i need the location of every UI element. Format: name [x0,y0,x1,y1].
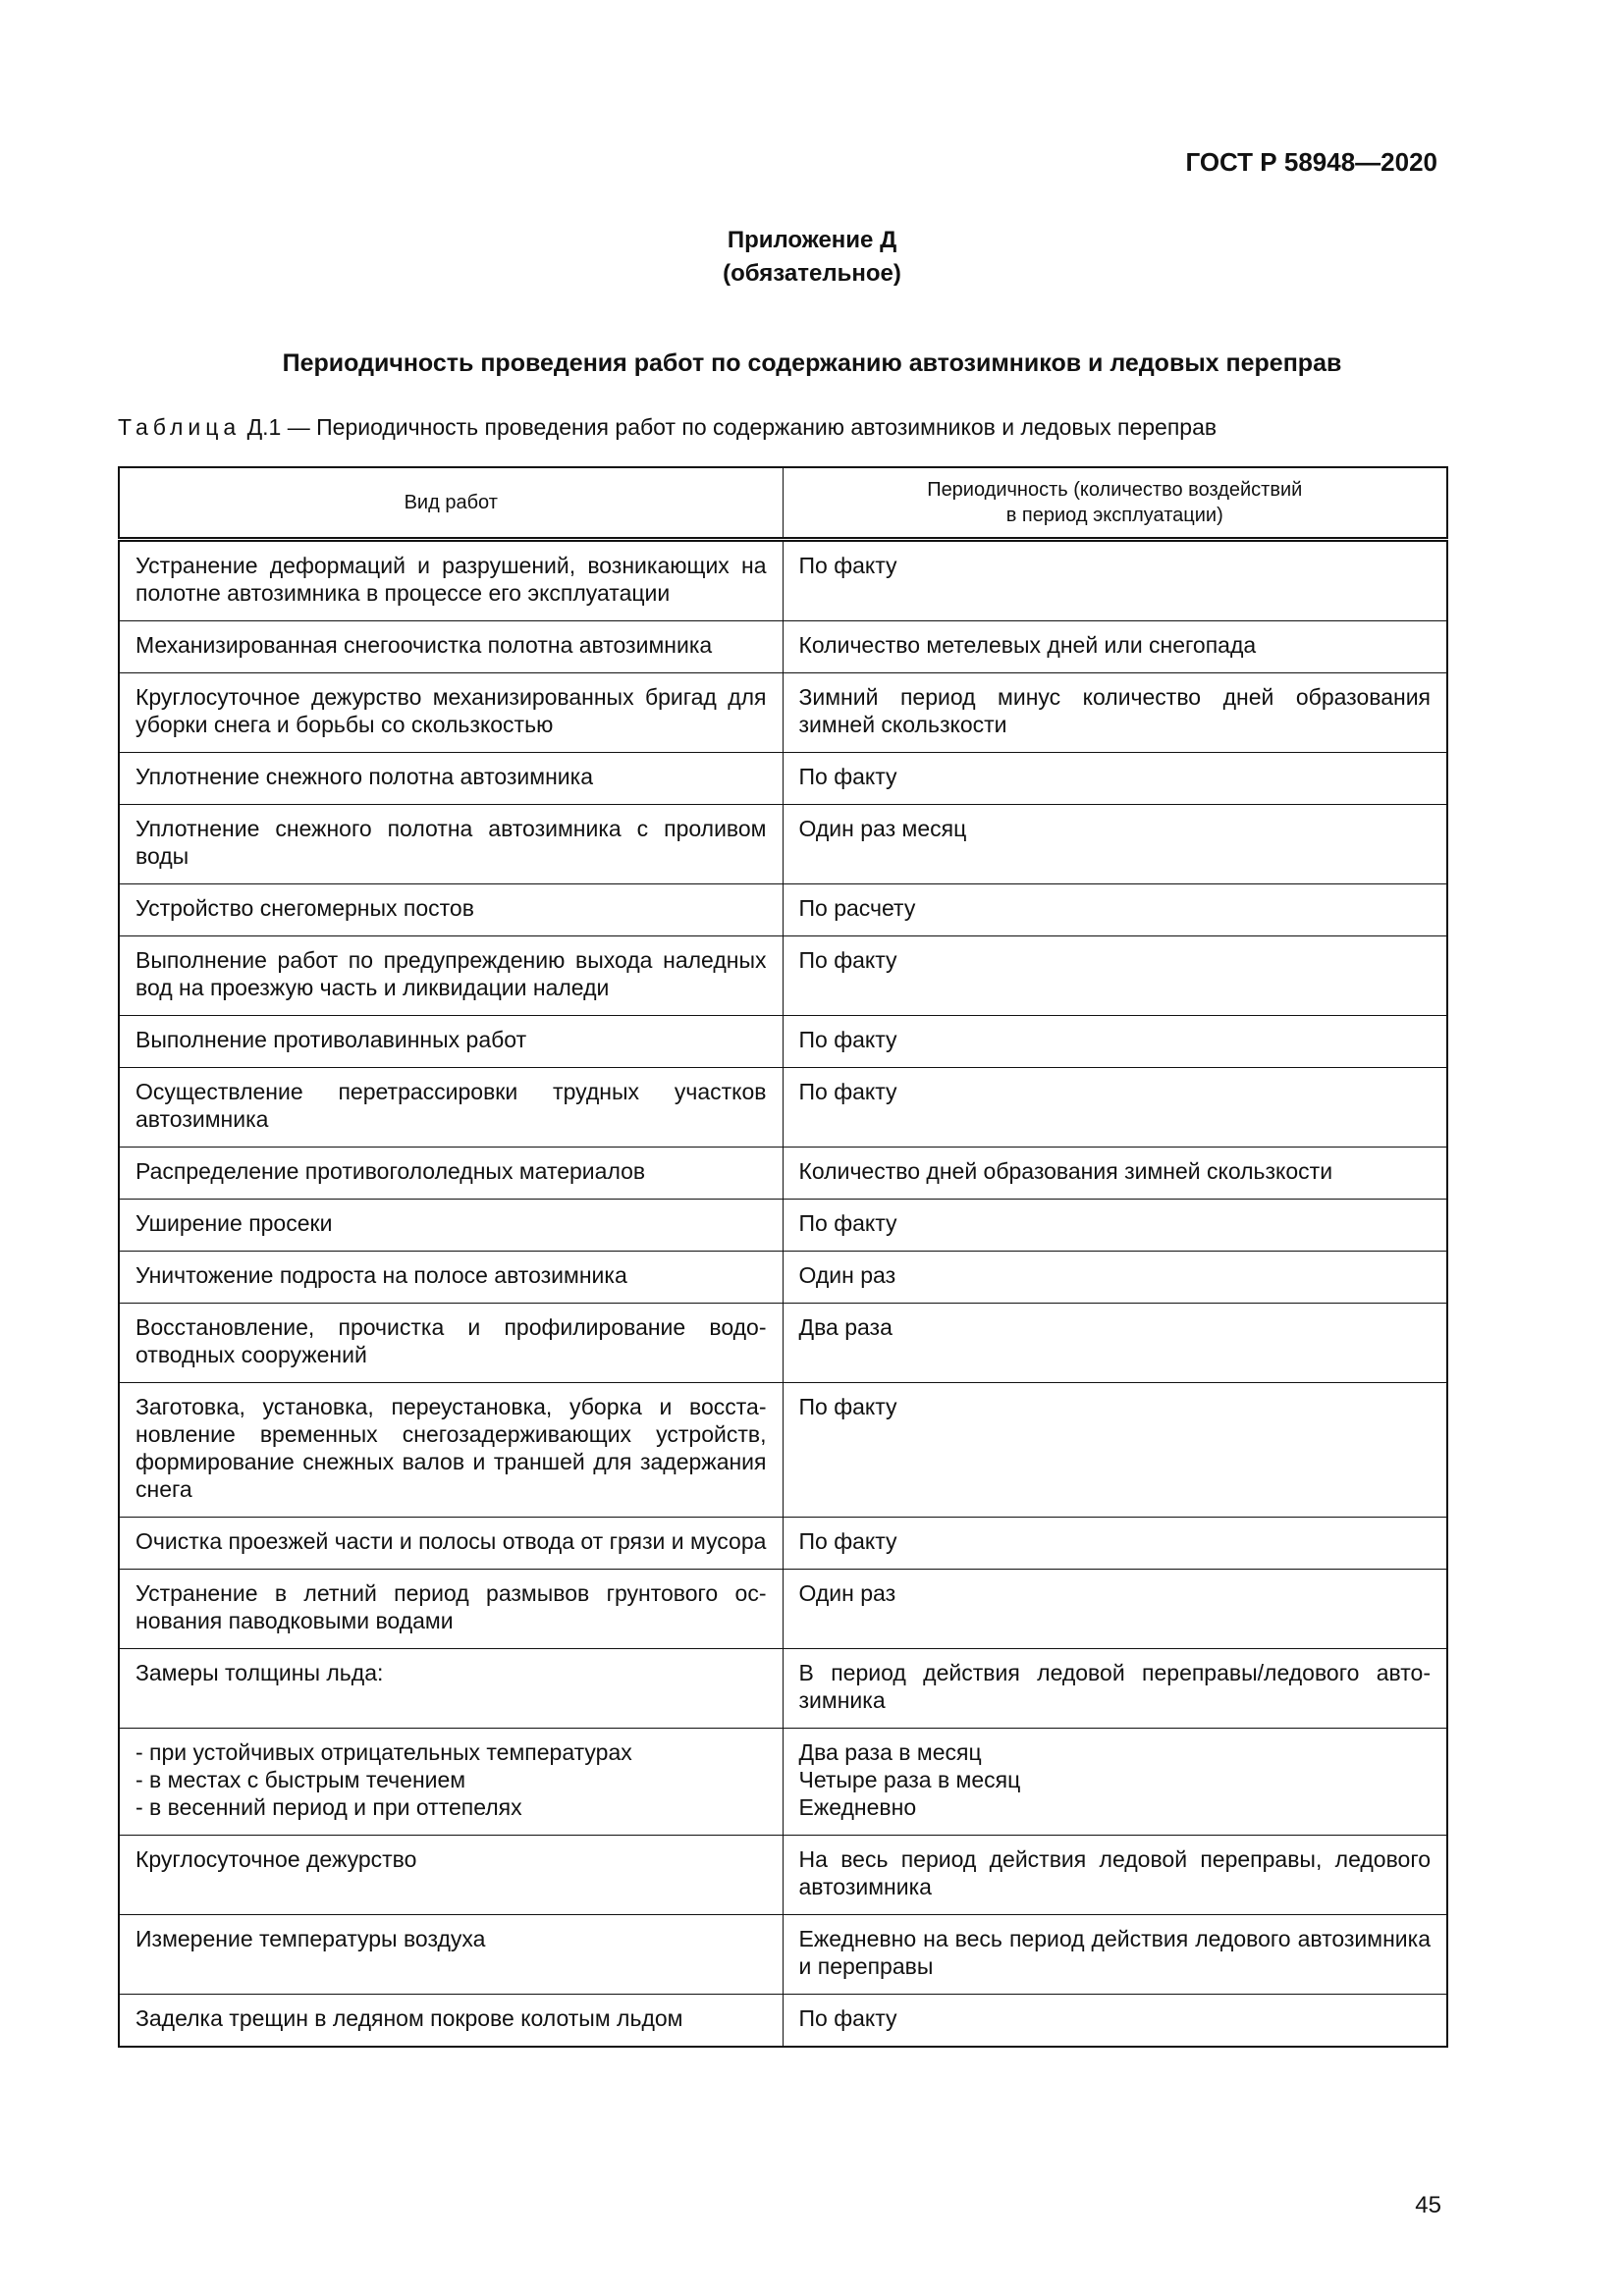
work-cell [119,1729,783,1836]
section-title: Периодичность проведения работ по содержанию автозимников и ледовых переправ [282,349,1342,377]
table-row [119,1729,1447,1836]
periodicity-cell: Ежедневно на весь период действия ледового автозимника и переправы [783,1915,1447,1995]
periodicity-cell-line: Ежедневно [798,1794,917,1820]
periodicity-cell: Количество дней образования зимней скользкости [783,1148,1447,1200]
table-row [119,621,1447,673]
periodicity-cell: Зимний период минус количество дней образования зимней скользкости [783,673,1447,753]
table-row [119,1200,1447,1252]
header-work-type: Вид работ [119,467,783,540]
work-cell: Уплотнение снежного полотна автозимника с проливом воды [119,805,783,884]
work-cell: Круглосуточное дежурство механизированных бригад для уборки снега и борьбы со скользкостью [119,673,783,753]
table-caption-label: Таблица [118,414,242,440]
periodicity-cell: По расчету [783,884,1447,936]
table-row [119,936,1447,1016]
table-row [119,1518,1447,1570]
work-cell-line: - в весенний период и при оттепелях [135,1794,522,1820]
work-cell: Осуществление перетрассировки трудных участков автозимника [119,1068,783,1148]
work-cell: Заделка трещин в ледяном покрове колотым льдом [119,1995,783,2048]
periodicity-cell: В период действия ледовой переправы/ледового автозимника [783,1649,1447,1729]
table-row [119,805,1447,884]
work-cell: Устранение деформаций и разрушений, возникающих на полотне автозимника в процессе его эксплуатации [119,540,783,621]
periodicity-cell: Один раз [783,1252,1447,1304]
work-cell-line: - при устойчивых отрицательных температурах [135,1739,632,1765]
periodicity-cell: Количество метелевых дней или снегопада [783,621,1447,673]
table-row [119,1016,1447,1068]
table-row [119,1252,1447,1304]
table-header-row [119,467,1447,540]
periodicity-cell: Один раз [783,1570,1447,1649]
table-caption [118,414,1217,441]
periodicity-cell: По факту [783,753,1447,805]
periodicity-cell: По факту [783,540,1447,621]
work-cell: Круглосуточное дежурство [119,1836,783,1915]
periodicity-cell: По факту [783,936,1447,1016]
annex-status: (обязательное) [723,260,901,287]
header-periodicity [783,467,1447,540]
periodicity-cell: По факту [783,1200,1447,1252]
table-row [119,884,1447,936]
table-row [119,1304,1447,1383]
table-row [119,1570,1447,1649]
work-cell: Замеры толщины льда: [119,1649,783,1729]
document-code: ГОСТ Р 58948—2020 [1185,147,1437,177]
table-row [119,1915,1447,1995]
annex-heading [0,224,1624,291]
work-cell: Заготовка, установка, переустановка, уборка и восстановление временных снегозадерживающих устройств, формирование снежных валов и траншей для задержания снега [119,1383,783,1518]
periodicity-cell [783,1729,1447,1836]
periodicity-cell: Один раз месяц [783,805,1447,884]
periodicity-table [118,466,1448,2048]
periodicity-cell-line: Два раза в месяц [798,1739,982,1765]
work-cell: Распределение противогололедных материалов [119,1148,783,1200]
table-caption-text: Д.1 — Периодичность проведения работ по содержанию автозимников и ледовых переправ [241,414,1218,440]
periodicity-cell: По факту [783,1383,1447,1518]
periodicity-cell: Два раза [783,1304,1447,1383]
table-row [119,1836,1447,1915]
table-row [119,753,1447,805]
work-cell: Устранение в летний период размывов грунтового основания паводковыми водами [119,1570,783,1649]
table-row [119,1995,1447,2048]
periodicity-cell: По факту [783,1995,1447,2048]
work-cell: Выполнение противолавинных работ [119,1016,783,1068]
periodicity-cell: На весь период действия ледовой переправы, ледового автозимника [783,1836,1447,1915]
periodicity-cell: По факту [783,1068,1447,1148]
annex-title: Приложение Д [727,227,897,253]
table-row [119,1148,1447,1200]
work-cell: Измерение температуры воздуха [119,1915,783,1995]
header-periodicity-line: в период эксплуатации) [1005,505,1223,526]
periodicity-cell: По факту [783,1016,1447,1068]
work-cell: Очистка проезжей части и полосы отвода от грязи и мусора [119,1518,783,1570]
work-cell: Уширение просеки [119,1200,783,1252]
table-row [119,1383,1447,1518]
table-row [119,673,1447,753]
work-cell-line: - в местах с быстрым течением [135,1767,466,1792]
work-cell: Выполнение работ по предупреждению выхода наледных вод на проезжую часть и ликвидации наледи [119,936,783,1016]
periodicity-cell-line: Четыре раза в месяц [798,1767,1021,1792]
work-cell: Устройство снегомерных постов [119,884,783,936]
periodicity-cell: По факту [783,1518,1447,1570]
work-cell: Уничтожение подроста на полосе автозимника [119,1252,783,1304]
table-row [119,540,1447,621]
table-row [119,1649,1447,1729]
work-cell: Механизированная снегоочистка полотна автозимника [119,621,783,673]
work-cell: Восстановление, прочистка и профилирование водоотводных сооружений [119,1304,783,1383]
work-cell: Уплотнение снежного полотна автозимника [119,753,783,805]
table-row [119,1068,1447,1148]
header-periodicity-line: Периодичность (количество воздействий [927,479,1303,501]
page-number: 45 [1415,2192,1441,2218]
